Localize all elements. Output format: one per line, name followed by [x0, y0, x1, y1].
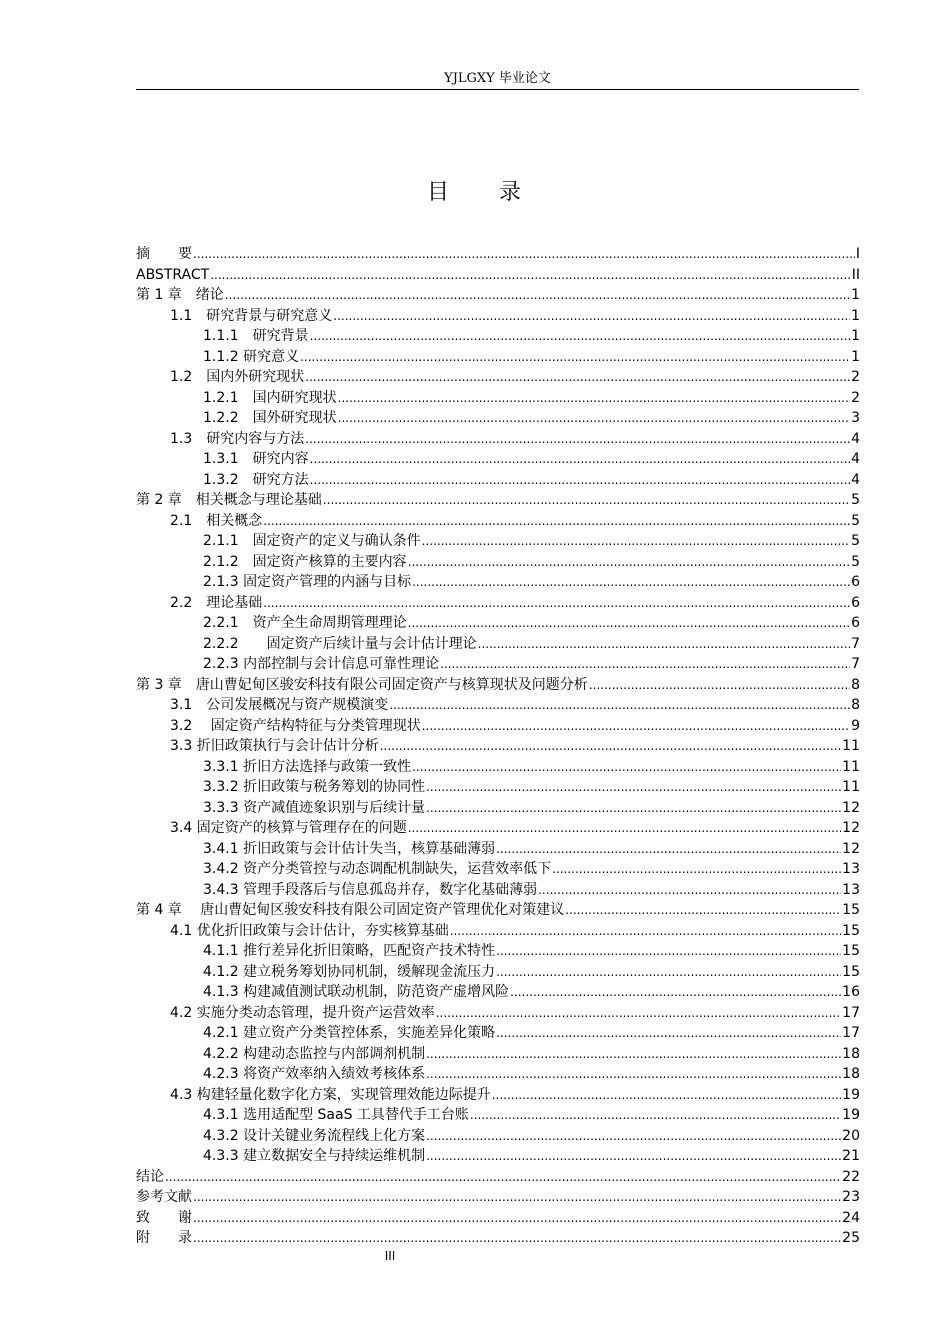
- toc-entry-title: 4.2.3 将资产效率纳入绩效考核体系: [203, 1066, 426, 1082]
- toc-entry-title: 4.1.3 构建减值测试联动机制，防范资产虚增风险: [203, 984, 510, 1000]
- toc-entry[interactable]: [136, 285, 860, 306]
- toc-leader-dots: [426, 1064, 841, 1085]
- toc-leader-dots: [538, 880, 841, 901]
- toc-leader-dots: [478, 634, 850, 655]
- toc-entry[interactable]: [136, 777, 860, 798]
- toc-entry-title: 1.2.2 国外研究现状: [203, 410, 337, 426]
- toc-entry-title: 2.1.2 固定资产核算的主要内容: [203, 553, 407, 570]
- toc-entry[interactable]: [136, 818, 860, 839]
- toc-entry[interactable]: [136, 306, 860, 327]
- toc-leader-dots: [305, 367, 850, 388]
- toc-entry-page: 23: [842, 1189, 860, 1205]
- toc-leader-dots: [165, 1167, 841, 1188]
- toc-entry[interactable]: [136, 408, 860, 429]
- toc-leader-dots: [426, 798, 841, 819]
- toc-leader-dots: [496, 962, 841, 983]
- toc-entry-title: 1.2.1 国内研究现状: [203, 389, 337, 406]
- toc-leader-dots: [263, 593, 850, 614]
- toc-entry-page: 9: [851, 717, 860, 734]
- toc-entry[interactable]: [136, 388, 860, 409]
- toc-entry[interactable]: [136, 900, 860, 921]
- toc-leader-dots: [436, 1003, 841, 1024]
- toc-leader-dots: [300, 347, 850, 368]
- toc-leader-dots: [426, 1044, 841, 1065]
- toc-leader-dots: [426, 1126, 841, 1147]
- toc-entry-page: 6: [851, 615, 860, 631]
- toc-title: 目 录: [426, 180, 523, 205]
- toc-entry-page: 24: [842, 1209, 860, 1226]
- toc-leader-dots: [552, 859, 841, 880]
- toc-entry[interactable]: [136, 1064, 860, 1085]
- toc-entry-page: 12: [842, 820, 860, 836]
- toc-leader-dots: [193, 1187, 841, 1208]
- toc-leader-dots: [589, 675, 850, 696]
- toc-entry-page: 4: [851, 471, 860, 488]
- toc-entry-page: 12: [842, 799, 860, 816]
- toc-entry-page: 15: [842, 902, 860, 918]
- toc-entry-page: 17: [842, 1025, 860, 1041]
- toc-leader-dots: [310, 470, 850, 491]
- toc-entry-title: 4.2.2 构建动态监控与内部调剂机制: [203, 1045, 426, 1062]
- toc-entry-page: 20: [842, 1127, 860, 1144]
- toc-entry-title: 参考文献: [136, 1189, 192, 1205]
- toc-leader-dots: [210, 265, 851, 286]
- toc-entry-title: 4.3.3 建立数据安全与持续运维机制: [203, 1148, 426, 1164]
- toc-entry[interactable]: [136, 347, 860, 368]
- toc-entry[interactable]: [136, 490, 860, 511]
- toc-entry-page: 1: [851, 287, 860, 303]
- table-of-contents: [136, 244, 860, 1249]
- toc-leader-dots: [496, 941, 841, 962]
- toc-entry-title: 3.4.3 管理手段落后与信息孤岛并存，数字化基础薄弱: [203, 881, 538, 898]
- toc-entry[interactable]: [136, 552, 860, 573]
- toc-entry-page: 11: [842, 758, 860, 775]
- toc-leader-dots: [412, 757, 841, 778]
- toc-entry[interactable]: [136, 654, 860, 675]
- toc-leader-dots: [193, 1228, 841, 1249]
- toc-entry-page: 2: [851, 369, 860, 385]
- toc-entry-page: 13: [842, 881, 860, 898]
- toc-leader-dots: [305, 429, 850, 450]
- toc-entry-page: 4: [851, 451, 860, 467]
- toc-entry[interactable]: [136, 1023, 860, 1044]
- toc-entry[interactable]: [136, 531, 860, 552]
- toc-entry-title: 1.1.1 研究背景: [203, 328, 309, 344]
- toc-entry[interactable]: [136, 449, 860, 470]
- toc-entry-title: 结论: [136, 1168, 164, 1185]
- toc-entry-page: 16: [842, 984, 860, 1000]
- toc-entry[interactable]: [136, 1126, 860, 1147]
- toc-entry[interactable]: [136, 613, 860, 634]
- toc-leader-dots: [440, 654, 850, 675]
- toc-entry[interactable]: [136, 265, 860, 286]
- toc-entry-title: 3.3.3 资产减值迹象识别与后续计量: [203, 799, 426, 816]
- toc-entry[interactable]: [136, 1044, 860, 1065]
- toc-entry-page: 18: [842, 1045, 860, 1062]
- toc-entry[interactable]: [136, 941, 860, 962]
- toc-entry-title: 2.2.2 固定资产后续计量与会计估计理论: [203, 635, 477, 652]
- toc-entry-page: 17: [842, 1004, 860, 1021]
- toc-entry[interactable]: [136, 1167, 860, 1188]
- toc-entry-page: 7: [851, 635, 860, 652]
- page-header: YJLGXY 毕业论文: [136, 71, 859, 90]
- toc-entry-title: 1.1 研究背景与研究意义: [170, 307, 333, 324]
- toc-leader-dots: [496, 1023, 841, 1044]
- toc-entry[interactable]: [136, 736, 860, 757]
- toc-entry-page: 8: [851, 676, 860, 693]
- toc-entry-page: 15: [842, 922, 860, 939]
- toc-entry-page: 3: [851, 410, 860, 426]
- toc-entry-title: 2.2.1 资产全生命周期管理理论: [203, 615, 407, 631]
- toc-entry[interactable]: [136, 982, 860, 1003]
- toc-entry-page: 1: [851, 348, 860, 365]
- toc-entry-title: 2.1.1 固定资产的定义与确认条件: [203, 533, 421, 549]
- toc-entry-page: 5: [851, 533, 860, 549]
- toc-entry-title: 第 2 章 相关概念与理论基础: [136, 492, 322, 508]
- toc-entry-page: 11: [842, 738, 860, 754]
- toc-entry-title: 3.4 固定资产的核算与管理存在的问题: [170, 820, 407, 836]
- toc-entry-title: 致 谢: [136, 1209, 192, 1226]
- toc-leader-dots: [408, 552, 850, 573]
- toc-entry-title: 摘 要: [136, 246, 192, 262]
- toc-leader-dots: [193, 1208, 841, 1229]
- toc-leader-dots: [408, 818, 841, 839]
- toc-entry-page: 5: [851, 512, 860, 529]
- toc-entry-page: 7: [851, 656, 860, 672]
- toc-entry-title: 3.1 公司发展概况与资产规模演变: [170, 697, 389, 713]
- toc-entry[interactable]: [136, 798, 860, 819]
- toc-entry-page: II: [851, 266, 860, 283]
- toc-entry-title: 4.3 构建轻量化数字化方案，实现管理效能边际提升: [170, 1086, 491, 1103]
- toc-leader-dots: [426, 1146, 841, 1167]
- toc-entry-title: ABSTRACT: [136, 266, 210, 283]
- toc-leader-dots: [225, 285, 850, 306]
- toc-entry-title: 1.1.2 研究意义: [203, 348, 300, 365]
- toc-entry-title: 2.2.3 内部控制与会计信息可靠性理论: [203, 656, 440, 672]
- toc-leader-dots: [338, 408, 850, 429]
- toc-entry-title: 4.1.1 推行差异化折旧策略，匹配资产技术特性: [203, 943, 496, 959]
- toc-leader-dots: [333, 306, 850, 327]
- toc-entry[interactable]: [136, 1187, 860, 1208]
- toc-entry[interactable]: [136, 880, 860, 901]
- toc-leader-dots: [389, 695, 850, 716]
- toc-entry[interactable]: [136, 1085, 860, 1106]
- toc-entry-title: 3.2 固定资产结构特征与分类管理现状: [170, 717, 421, 734]
- toc-leader-dots: [263, 511, 850, 532]
- toc-entry-title: 附 录: [136, 1230, 192, 1246]
- toc-entry-title: 第 4 章 唐山曹妃甸区骏安科技有限公司固定资产管理优化对策建议: [136, 902, 565, 918]
- toc-entry-page: 13: [842, 861, 860, 877]
- toc-leader-dots: [450, 921, 841, 942]
- toc-entry-page: 18: [842, 1066, 860, 1082]
- toc-entry-page: 4: [851, 430, 860, 447]
- toc-entry[interactable]: [136, 470, 860, 491]
- toc-entry-title: 4.2.1 建立资产分类管控体系，实施差异化策略: [203, 1025, 496, 1041]
- toc-entry-title: 2.1.3 固定资产管理的内涵与目标: [203, 574, 412, 590]
- toc-leader-dots: [338, 388, 850, 409]
- toc-entry-page: 12: [842, 840, 860, 857]
- toc-entry-page: 6: [851, 594, 860, 611]
- toc-entry-page: 1: [851, 328, 860, 344]
- toc-entry-title: 第 3 章 唐山曹妃甸区骏安科技有限公司固定资产与核算现状及问题分析: [136, 676, 588, 693]
- toc-entry[interactable]: [136, 716, 860, 737]
- toc-leader-dots: [408, 613, 850, 634]
- toc-leader-dots: [496, 839, 841, 860]
- toc-leader-dots: [412, 572, 850, 593]
- toc-entry-title: 3.3.2 折旧政策与税务筹划的协同性: [203, 779, 426, 795]
- toc-entry-page: 19: [842, 1107, 860, 1123]
- toc-entry-page: 2: [851, 389, 860, 406]
- toc-leader-dots: [380, 736, 841, 757]
- toc-entry-title: 2.2 理论基础: [170, 594, 263, 611]
- toc-leader-dots: [422, 531, 850, 552]
- toc-entry[interactable]: [136, 839, 860, 860]
- toc-entry-title: 1.2 国内外研究现状: [170, 369, 305, 385]
- toc-leader-dots: [426, 777, 841, 798]
- toc-entry[interactable]: [136, 367, 860, 388]
- toc-entry-title: 1.3 研究内容与方法: [170, 430, 305, 447]
- toc-entry-page: 15: [842, 943, 860, 959]
- toc-entry[interactable]: [136, 695, 860, 716]
- toc-leader-dots: [510, 982, 841, 1003]
- toc-entry-title: 1.3.2 研究方法: [203, 471, 309, 488]
- toc-entry-page: I: [855, 246, 860, 262]
- toc-entry-page: 5: [851, 553, 860, 570]
- toc-entry[interactable]: [136, 244, 860, 265]
- toc-entry-page: 19: [842, 1086, 860, 1103]
- toc-entry[interactable]: [136, 1003, 860, 1024]
- toc-entry-title: 第 1 章 绪论: [136, 287, 224, 303]
- toc-entry-title: 4.3.1 选用适配型 SaaS 工具替代手工台账: [203, 1107, 469, 1123]
- toc-entry[interactable]: [136, 962, 860, 983]
- toc-leader-dots: [323, 490, 850, 511]
- toc-entry[interactable]: [136, 1208, 860, 1229]
- toc-entry-page: 25: [842, 1230, 860, 1246]
- toc-entry-title: 3.3 折旧政策执行与会计估计分析: [170, 738, 379, 754]
- toc-entry-title: 1.3.1 研究内容: [203, 451, 309, 467]
- toc-entry-title: 4.1.2 建立税务筹划协同机制，缓解现金流压力: [203, 963, 496, 980]
- toc-entry-title: 3.4.1 折旧政策与会计估计失当，核算基础薄弱: [203, 840, 496, 857]
- toc-entry-title: 3.3.1 折旧方法选择与政策一致性: [203, 758, 412, 775]
- toc-entry[interactable]: [136, 921, 860, 942]
- toc-leader-dots: [492, 1085, 841, 1106]
- toc-entry[interactable]: [136, 1228, 860, 1249]
- toc-entry-title: 4.3.2 设计关键业务流程线上化方案: [203, 1127, 426, 1144]
- toc-leader-dots: [565, 900, 841, 921]
- toc-entry[interactable]: [136, 634, 860, 655]
- page-number: III: [384, 1249, 396, 1263]
- toc-entry[interactable]: [136, 859, 860, 880]
- toc-entry[interactable]: [136, 675, 860, 696]
- toc-entry[interactable]: [136, 757, 860, 778]
- toc-leader-dots: [470, 1105, 841, 1126]
- toc-leader-dots: [310, 326, 850, 347]
- toc-entry-page: 21: [842, 1148, 860, 1164]
- toc-leader-dots: [422, 716, 850, 737]
- toc-entry-title: 3.4.2 资产分类管控与动态调配机制缺失，运营效率低下: [203, 861, 552, 877]
- toc-entry[interactable]: [136, 572, 860, 593]
- toc-entry[interactable]: [136, 593, 860, 614]
- toc-entry-title: 2.1 相关概念: [170, 512, 263, 529]
- toc-entry-page: 8: [851, 697, 860, 713]
- toc-entry-page: 11: [842, 779, 860, 795]
- toc-entry-page: 22: [842, 1168, 860, 1185]
- toc-entry-page: 15: [842, 963, 860, 980]
- toc-entry[interactable]: [136, 511, 860, 532]
- toc-entry[interactable]: [136, 429, 860, 450]
- toc-leader-dots: [310, 449, 850, 470]
- toc-entry[interactable]: [136, 1146, 860, 1167]
- toc-entry-page: 6: [851, 574, 860, 590]
- toc-entry[interactable]: [136, 1105, 860, 1126]
- toc-entry-title: 4.2 实施分类动态管理，提升资产运营效率: [170, 1004, 435, 1021]
- toc-leader-dots: [193, 244, 855, 265]
- toc-entry-page: 5: [851, 492, 860, 508]
- toc-entry[interactable]: [136, 326, 860, 347]
- toc-entry-page: 1: [851, 307, 860, 324]
- toc-entry-title: 4.1 优化折旧政策与会计估计，夯实核算基础: [170, 922, 449, 939]
